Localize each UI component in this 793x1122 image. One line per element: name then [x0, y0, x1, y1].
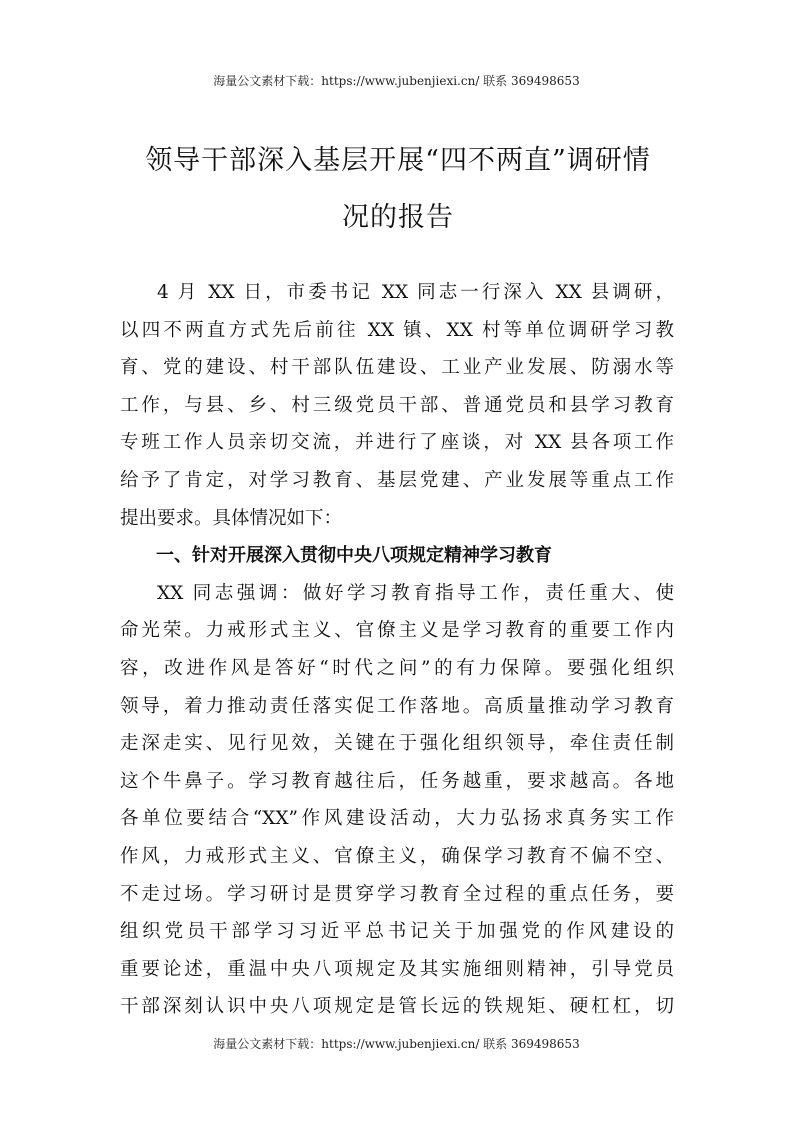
- section-line: 领导，着力推动责任落实促工作落地。高质量推动学习教育: [120, 695, 674, 717]
- intro-line: 专班工作人员亲切交流，并进行了座谈，对 XX 县各项工作: [120, 432, 674, 454]
- intro-line: 给予了肯定，对学习教育、基层党建、产业发展等重点工作: [120, 469, 674, 491]
- title-line-2: 况的报告: [342, 202, 454, 233]
- section-line: 这个牛鼻子。学习教育越往后，任务越重，要求越高。各地: [120, 770, 674, 792]
- section-line: 走深走实、见行见效，关键在于强化组织领导，牵住责任制: [120, 733, 674, 755]
- section-line: 组织党员干部学习习近平总书记关于加强党的作风建设的: [120, 921, 674, 943]
- title-line-1: 领导干部深入基层开展“四不两直”调研情: [145, 145, 651, 176]
- section-line: 干部深刻认识中央八项规定是管长远的铁规矩、硬杠杠，切: [120, 996, 674, 1018]
- section-heading: 一、针对开展深入贯彻中央八项规定精神学习教育: [156, 545, 552, 567]
- section-line: 命光荣。力戒形式主义、官僚主义是学习教育的重要工作内: [120, 620, 674, 642]
- intro-line: 以四不两直方式先后前往 XX 镇、XX 村等单位调研学习教: [120, 319, 674, 341]
- document-body: [120, 274, 674, 1026]
- page-header: 海量公文素材下载：https://www.jubenjiexi.cn/ 联系 369498653: [213, 74, 580, 88]
- section-line: XX 同志强调：做好学习教育指导工作，责任重大、使: [157, 582, 674, 604]
- section-line: 作风，力戒形式主义、官僚主义，确保学习教育不偏不空、: [120, 845, 674, 867]
- intro-line: 育、党的建设、村干部队伍建设、工业产业发展、防溺水等: [120, 357, 674, 379]
- section-line: 各单位要结合“XX”作风建设活动，大力弘扬求真务实工作: [120, 808, 674, 830]
- intro-line: 提出要求。具体情况如下：: [120, 507, 343, 529]
- intro-paragraph: [120, 274, 674, 537]
- document-title: [120, 132, 676, 246]
- section-paragraph: [120, 575, 674, 1026]
- section-line: 不走过场。学习研讨是贯穿学习教育全过程的重点任务，要: [120, 883, 674, 905]
- intro-line: 工作，与县、乡、村三级党员干部、普通党员和县学习教育: [120, 394, 674, 416]
- section-line: 重要论述，重温中央八项规定及其实施细则精神，引导党员: [120, 958, 674, 980]
- page-footer: 海量公文素材下载：https://www.jubenjiexi.cn/ 联系 369498653: [213, 1037, 580, 1051]
- intro-line: 4 月 XX 日，市委书记 XX 同志一行深入 XX 县调研，: [157, 282, 674, 303]
- section-line: 容，改进作风是答好“时代之问”的有力保障。要强化组织: [120, 657, 674, 679]
